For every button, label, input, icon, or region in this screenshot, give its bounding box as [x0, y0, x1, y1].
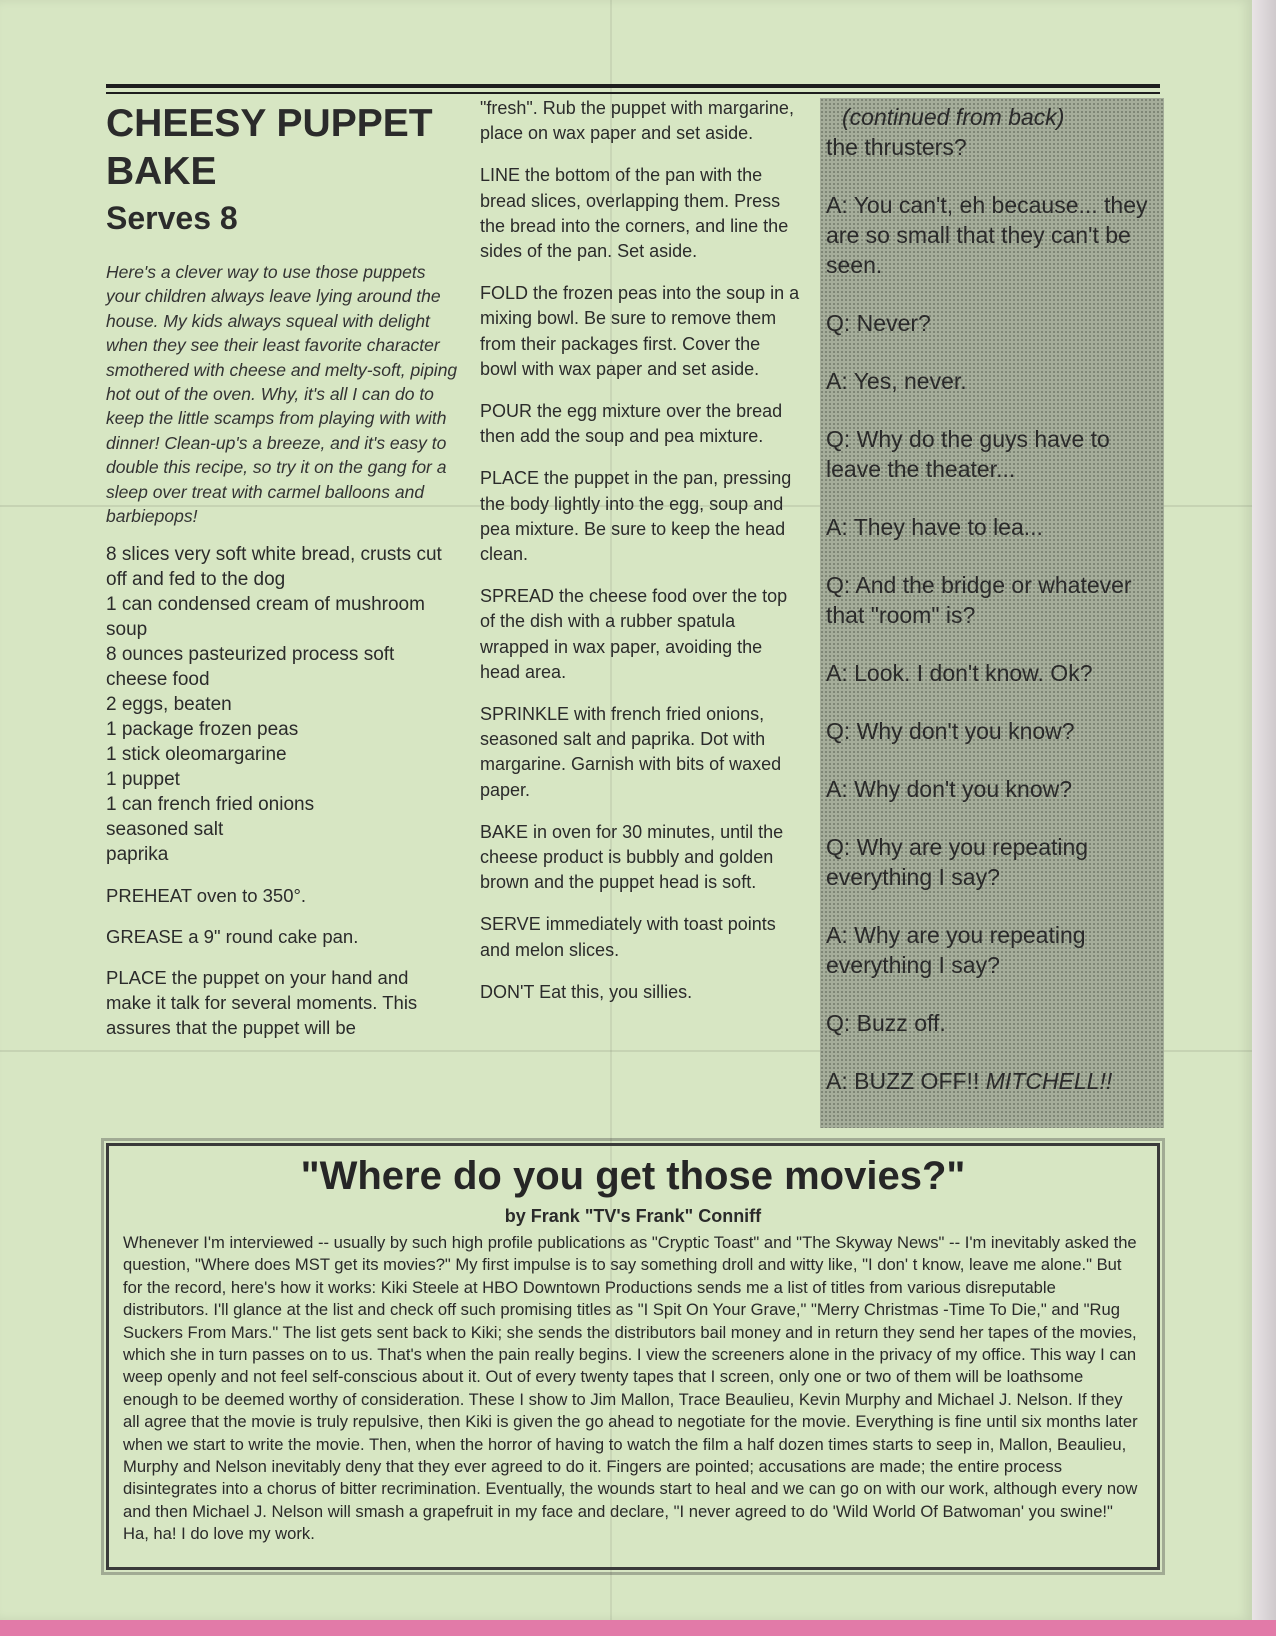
qa-sidebar	[820, 98, 1164, 1128]
qa-line: Q: And the bridge or whatever that "room" is?	[826, 572, 1132, 628]
top-rule-thin	[106, 92, 1160, 94]
recipe-step: SPRINKLE with french fried onions, seasoned salt and paprika. Dot with margarine. Garnish with bits of waxed paper.	[480, 704, 782, 800]
article-byline: by Frank "TV's Frank" Conniff	[504, 1206, 762, 1226]
recipe-step: DON'T Eat this, you sillies.	[480, 981, 693, 1002]
ingredient-item: 1 can condensed cream of mushroom soup	[106, 594, 425, 641]
ingredient-item: 1 package frozen peas	[106, 719, 299, 741]
qa-line: A: Look. I don't know. Ok?	[826, 660, 1093, 686]
qa-line: Q: Never?	[826, 310, 931, 336]
ingredient-list	[106, 542, 458, 867]
recipe-intro: Here's a clever way to use those puppets your children always leave lying around the house. My kids always squeal with delight when they see their least favorite character smothered with cheese and melty-soft, piping hot out of the oven. Why, it's all I can do to keep the little scamps from playing with with dinner! Clean-up's a breeze, and it's easy to double this recipe, so try it on the gang for a sleep over treat with carmel balloons and barbiepops!	[106, 262, 458, 527]
page-edge	[1252, 0, 1276, 1636]
ingredient-item: 1 stick oleomargarine	[106, 744, 287, 766]
recipe-step: LINE the bottom of the pan with the bread slices, overlapping them. Press the bread into the corners, and line the sides of the pan. Set aside.	[480, 165, 789, 262]
recipe-step: PLACE the puppet on your hand and make it talk for several moments. This assures that the puppet will be	[106, 967, 418, 1039]
qa-line: A: Why don't you know?	[826, 776, 1073, 802]
recipe-step: PLACE the puppet in the pan, pressing the body lightly into the egg, soup and pea mixture. Be sure to keep the head clean.	[480, 468, 792, 565]
page-edge	[0, 1620, 1276, 1636]
qa-line: Q: Why don't you know?	[826, 718, 1075, 744]
qa-line: the thrusters?	[826, 134, 967, 160]
article-box	[106, 1143, 1160, 1570]
ingredient-item: seasoned salt	[106, 819, 224, 841]
qa-line: Q: Buzz off.	[826, 1010, 946, 1036]
article-body: Whenever I'm interviewed -- usually by such high profile publications as "Cryptic Toast" and "The Skyway News" -- I'm inevitably asked the question, "Where does MST get its movies?" My first impulse is to say something droll and witty like, "I don' t know, leave me alone." But for the record, here's how it works: Kiki Steele at HBO Downtown Productions sends me a list of titles from various disreputable distributors. I'll glance at the list and check off such promising titles as "I Spit On Your Grave," "Merry Christmas -Time To Die," and "Rug Suckers From Mars." The list gets sent back to Kiki; she sends the distributors bail money and in return they send her tapes of the movies, which she in turn passes on to us. That's when the pain really begins. I view the screeners alone in the privacy of my office. This way I can weep openly and not feel self-conscious about it. Out of every twenty tapes that I screen, only one or two of them will be loathsome enough to be deemed worthy of consideration. These I show to Jim Mallon, Trace Beaulieu, Kevin Murphy and Michael J. Nelson. If they all agree that the movie is truly repulsive, then Kiki is given the go ahead to negotiate for the movie. Everything is fine until six months later when we start to write the movie. Then, when the horror of having to watch the film a half dozen times starts to seep in, Mallon, Beaulieu, Murphy and Nelson inevitably deny that they ever agreed to do it. Fingers are pointed; accusations are made; the entire process disintegrates into a chorus of bitter recrimination. Eventually, the wounds start to heal and we can go on with our work, although every now and then Michael J. Nelson will smash a grapefruit in my face and declare, "I never agreed to do 'Wild World Of Batwoman' you swine!" Ha, ha! I do love my work.	[123, 1233, 1138, 1544]
qa-line: Q: Why do the guys have to leave the theater...	[826, 426, 1110, 482]
recipe-column-1	[106, 100, 458, 1040]
qa-line: A: Why are you repeating everything I say?	[826, 922, 1086, 978]
ingredient-item: 1 puppet	[106, 769, 180, 791]
qa-line: A: Yes, never.	[826, 368, 967, 394]
recipe-step: SPREAD the cheese food over the top of the dish with a rubber spatula wrapped in wax paper, avoiding the head area.	[480, 586, 788, 682]
qa-line: Q: Why are you repeating everything I say?	[826, 834, 1089, 890]
recipe-step: FOLD the frozen peas into the soup in a mixing bowl. Be sure to remove them from their packages first. Cover the bowl with wax paper and set aside.	[480, 283, 800, 379]
ingredient-item: 1 can french fried onions	[106, 794, 315, 816]
recipe-step: GREASE a 9" round cake pan.	[106, 926, 359, 948]
ingredient-item: 8 slices very soft white bread, crusts cut off and fed to the dog	[106, 544, 442, 591]
article-headline: "Where do you get those movies?"	[300, 1154, 966, 1198]
ingredient-item: 8 ounces pasteurized process soft cheese food	[106, 644, 395, 691]
recipe-serves: Serves 8	[106, 200, 238, 236]
recipe-step: BAKE in oven for 30 minutes, until the cheese product is bubbly and golden brown and the puppet head is soft.	[480, 821, 784, 893]
recipe-step: "fresh". Rub the puppet with margarine, place on wax paper and set aside.	[480, 98, 794, 144]
recipe-column-2	[480, 96, 802, 1022]
qa-final-emphasis: MITCHELL!!	[985, 1068, 1113, 1094]
top-rule-thick	[106, 84, 1160, 88]
qa-line: A: You can't, eh because... they are so small that they can't be seen.	[826, 192, 1148, 278]
qa-final-line	[820, 1066, 1164, 1096]
recipe-step: POUR the egg mixture over the bread then add the soup and pea mixture.	[480, 401, 783, 447]
ingredient-item: 2 eggs, beaten	[106, 694, 232, 716]
recipe-step: SERVE immediately with toast points and melon slices.	[480, 914, 776, 960]
recipe-title: CHEESY PUPPET BAKE	[106, 102, 433, 193]
recipe-step: PREHEAT oven to 350°.	[106, 885, 307, 907]
ingredient-item: paprika	[106, 844, 169, 866]
qa-line: A: They have to lea...	[826, 514, 1043, 540]
qa-final-prefix: A: BUZZ OFF!!	[826, 1068, 980, 1094]
continued-note: (continued from back)	[842, 104, 1065, 130]
